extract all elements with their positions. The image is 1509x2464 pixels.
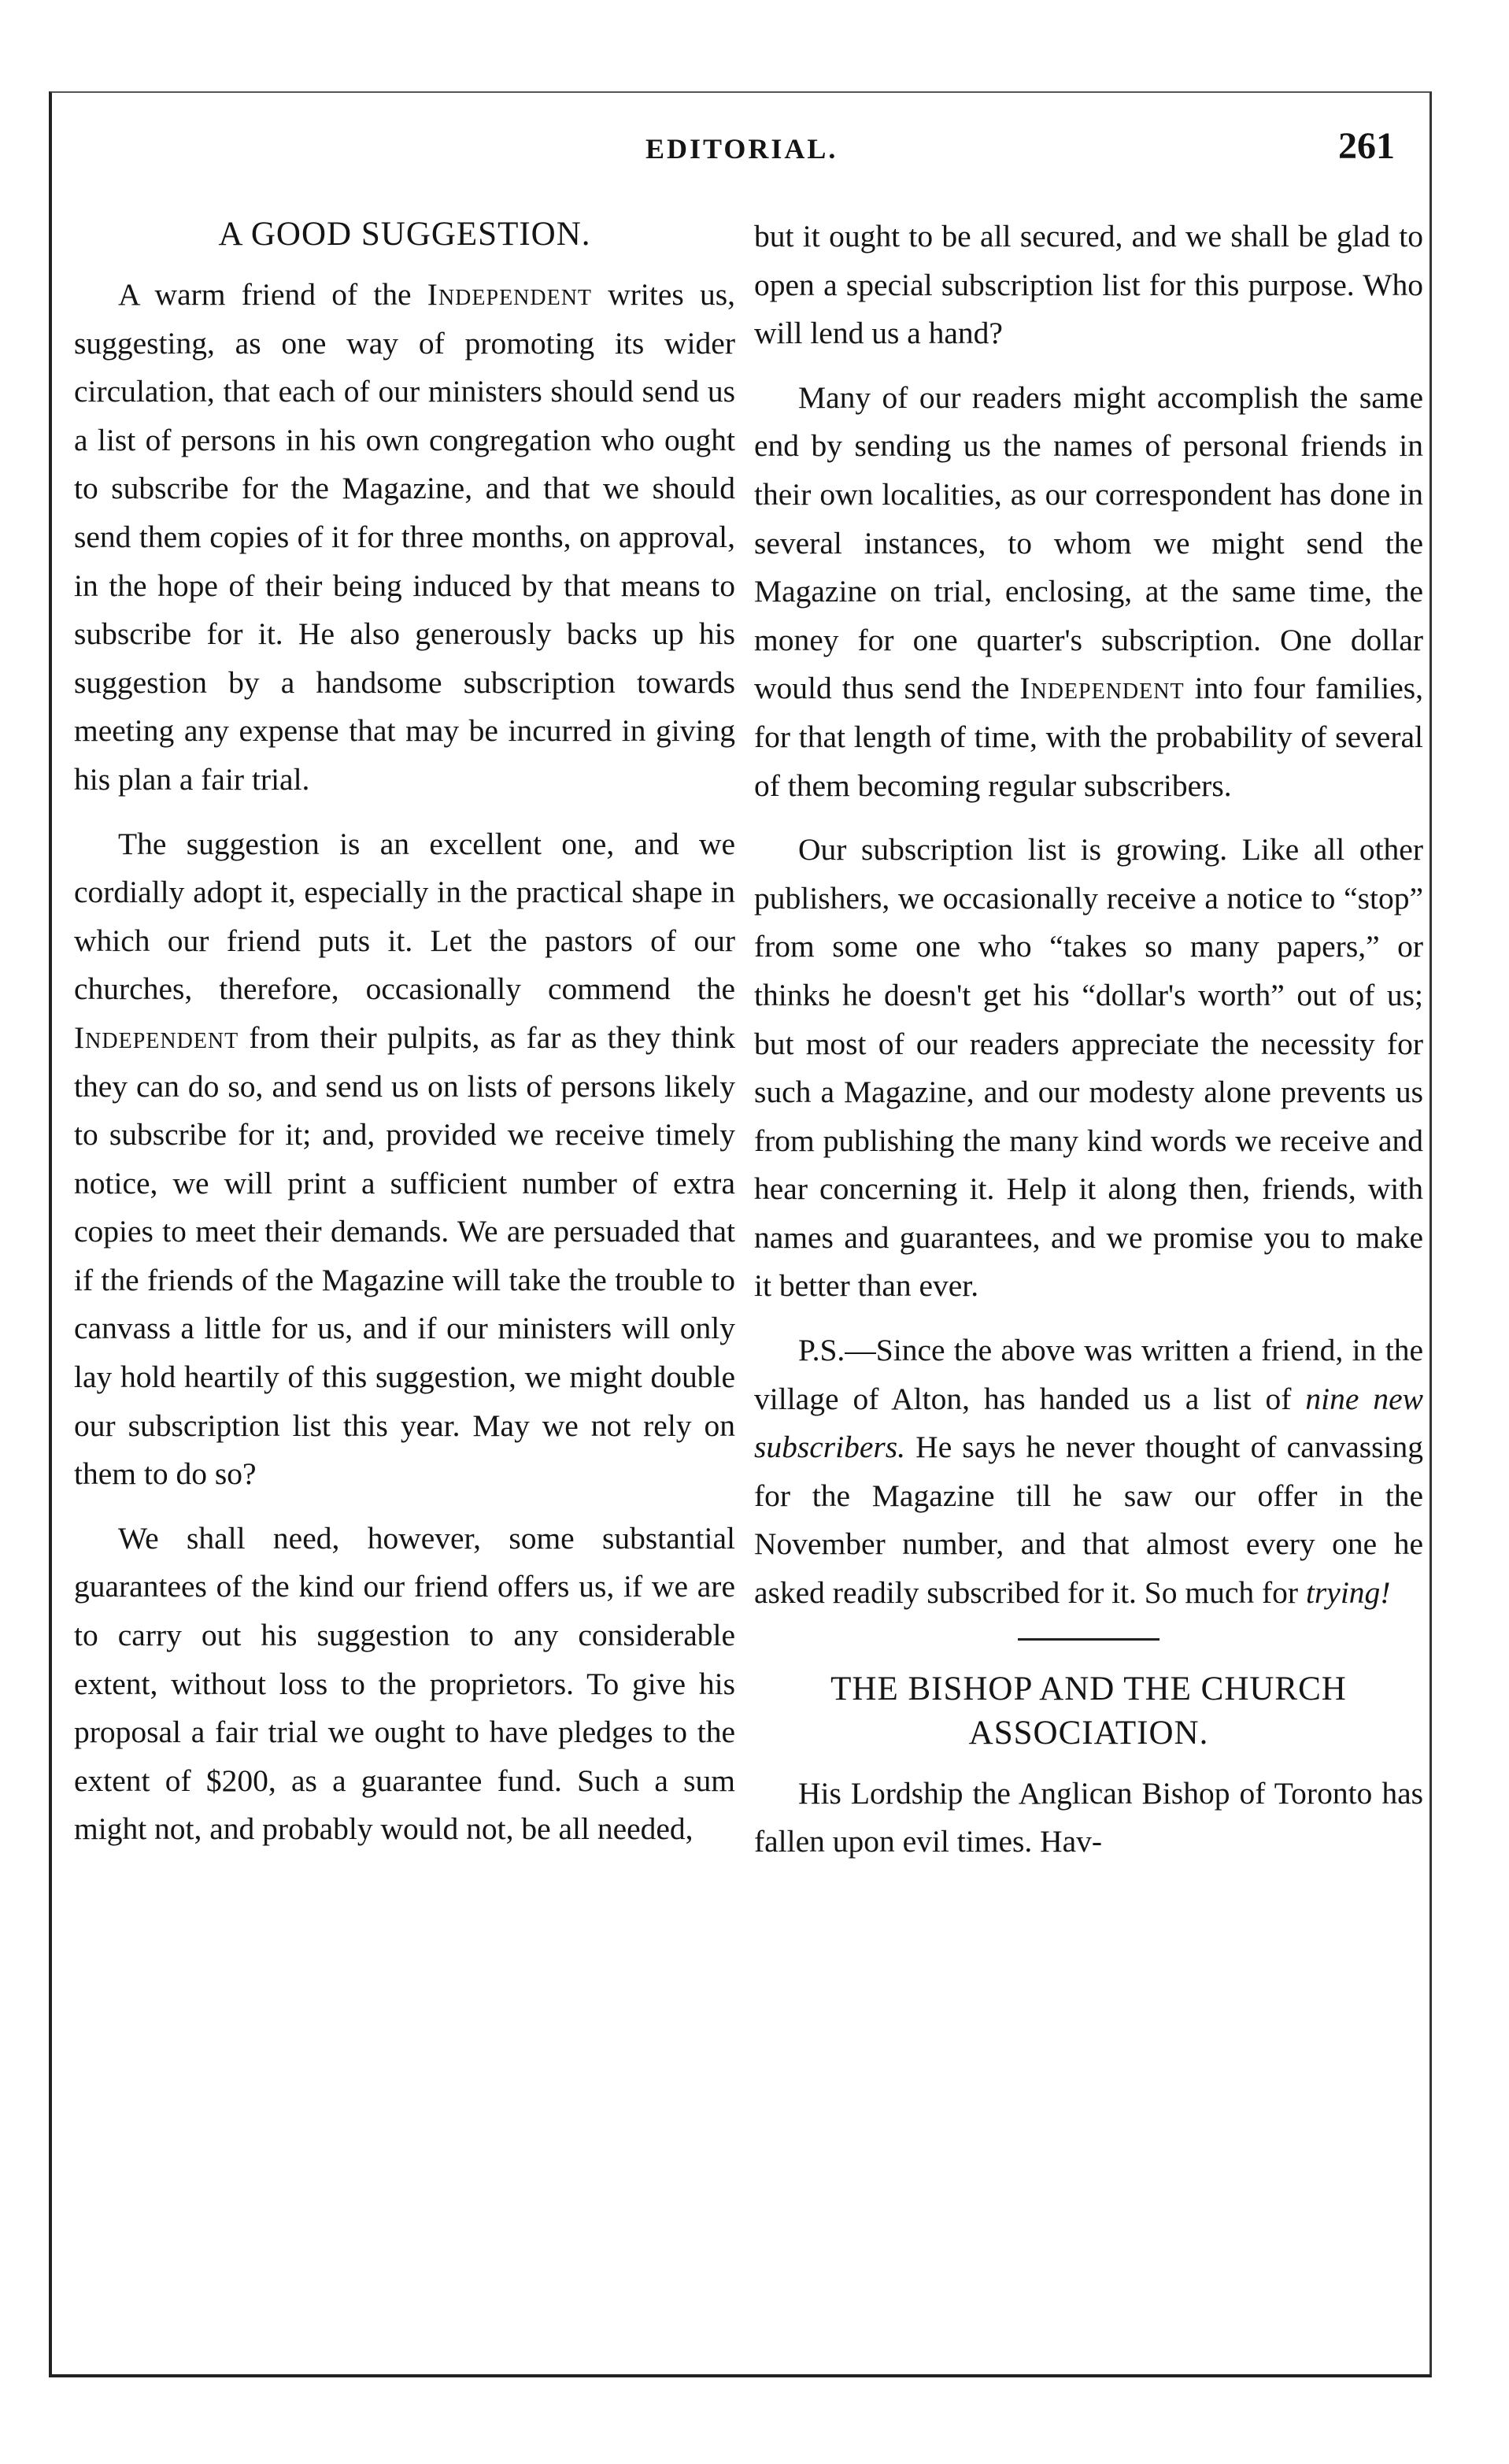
section-divider: [1018, 1638, 1159, 1641]
paragraph: P.S.—Since the above was written a friend, in the village of Alton, has handed us a list of nine new subscribers. He says he never thought of canvassing for the Magazine till he saw our offer in the November number, and that almost every one he asked readily subscribed for it. So much for trying!: [754, 1333, 1423, 1611]
paragraph: His Lordship the Anglican Bishop of Toronto has fallen upon evil times. Hav-: [754, 1775, 1423, 1859]
left-column: [74, 213, 735, 1870]
paragraph: Our subscription list is growing. Like all other publishers, we occasionally receive a notice to “stop” from some one who “takes so many papers,” or thinks he doesn't get his “dollar's worth” out of us; but most of our readers appreciate the necessity for such a Magazine, and our modesty alone prevents us from publishing the many kind words we receive and hear concerning it. Help it along then, friends, with names and guarantees, and we promise you to make it better than ever.: [754, 832, 1423, 1304]
paragraph: Many of our readers might accomplish the same end by sending us the names of personal friends in their own localities, as our correspondent has done in several instances, to whom we might send the Magazine on trial, enclosing, at the same time, the money for one quarter's subscription. One dollar would thus send the Independent into four families, for that length of time, with the probability of several of them becoming regular subscribers.: [754, 379, 1423, 803]
article-title: A GOOD SUGGESTION.: [218, 216, 591, 253]
magazine-name: Independent: [74, 1019, 239, 1055]
magazine-name: Independent: [1019, 671, 1185, 706]
article-title: THE BISHOP AND THE CHURCH ASSOCIATION.: [830, 1670, 1347, 1752]
paragraph: We shall need, however, some substantial guarantees of the kind our friend offers us, if we are to carry out his suggestion to any considerable extent, without loss to the proprietors. To give his proposal a fair trial we ought to have pledges to the extent of $200, as a guarantee fund. Such a sum might not, and probably would not, be all needed,: [74, 1520, 735, 1847]
running-header: EDITORIAL.: [645, 133, 838, 165]
paragraph: The suggestion is an excellent one, and we cordially adopt it, especially in the practical shape in which our friend puts it. Let the pastors of our churches, therefore, occasionally commend the Independent from their pulpits, as far as they think they can do so, and send us on lists of persons likely to subscribe for it; and, provided we receive timely notice, we will print a sufficient number of extra copies to meet their demands. We are persuaded that if the friends of the Magazine will take the trouble to canvass a little for us, and if our ministers will only lay hold heartily of this suggestion, we might double our subscription list this year. May we not rely on them to do so?: [74, 826, 735, 1492]
paragraph: but it ought to be all secured, and we shall be glad to open a special subscription list for this purpose. Who will lend us a hand?: [754, 219, 1423, 351]
magazine-name: Independent: [427, 277, 593, 312]
page-number: 261: [1338, 125, 1395, 167]
paragraph: A warm friend of the Independent writes us, suggesting, as one way of promoting its wider circulation, that each of our ministers should send us a list of persons in his own congregation who ought to subscribe for the Magazine, and that we should send them copies of it for three months, on approval, in the hope of their being induced by that means to subscribe for it. He also generously backs up his suggestion by a handsome subscription towards meeting any expense that may be incurred in giving his plan a fair trial.: [74, 277, 735, 797]
right-column: [754, 213, 1423, 1882]
